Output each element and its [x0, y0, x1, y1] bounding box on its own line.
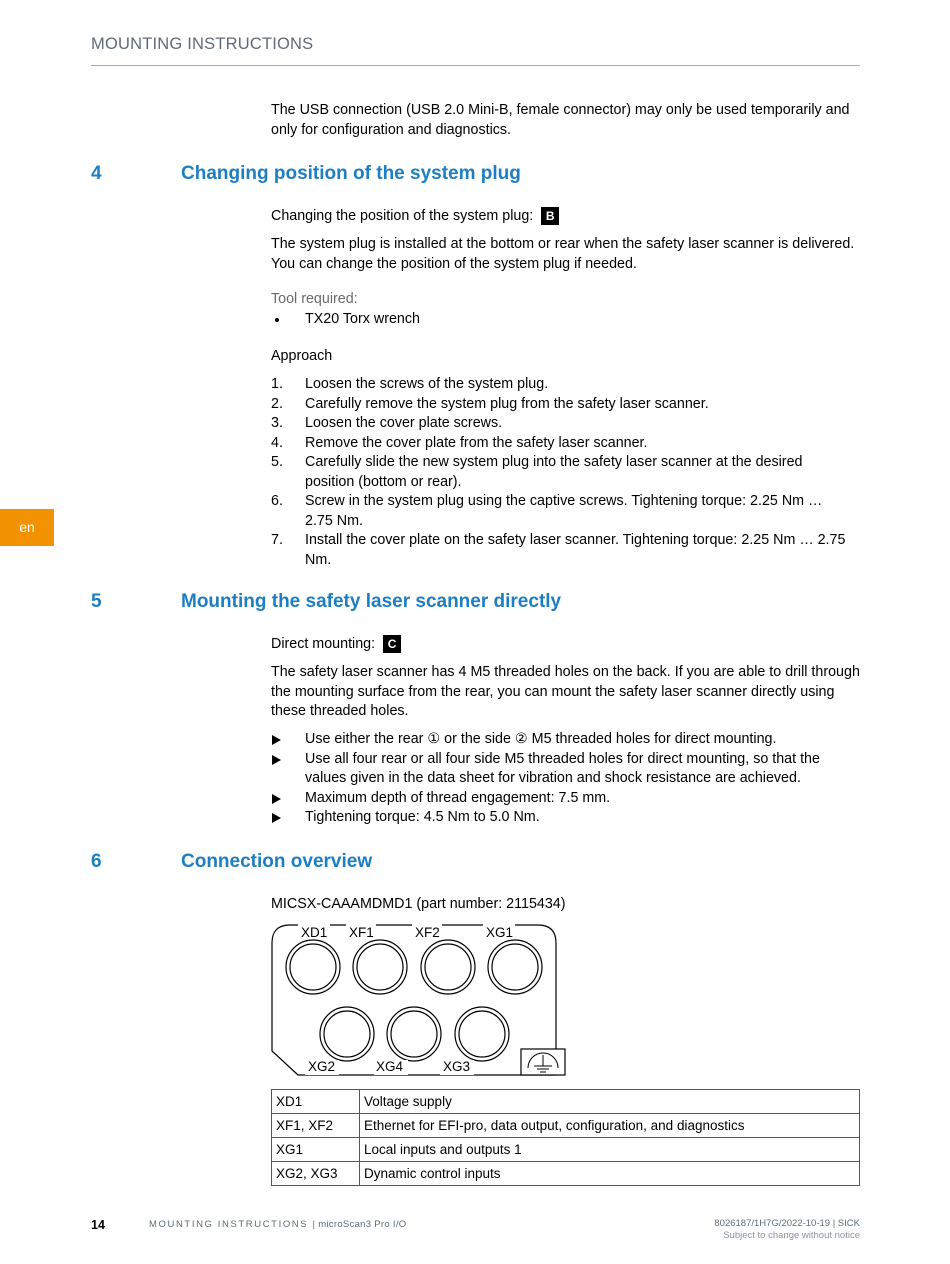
- label-xg3: XG3: [443, 1059, 471, 1074]
- footer-product: microScan3 Pro I/O: [318, 1219, 407, 1230]
- footer-doc-id: 8026187/1H7G/2022-10-19 | SICK: [714, 1218, 860, 1229]
- device-outline: [272, 925, 556, 1075]
- connector-xg4-outer: [387, 1007, 441, 1061]
- tool-required-label: Tool required:: [271, 291, 358, 307]
- label-xg1: XG1: [486, 925, 514, 940]
- mounting-bullets: [271, 730, 861, 828]
- page-number: 14: [91, 1218, 105, 1232]
- connector-xg3-outer: [455, 1007, 509, 1061]
- tool-list: [271, 310, 861, 330]
- section-4-figure-ref: [271, 207, 861, 227]
- label-xg4: XG4: [376, 1059, 404, 1074]
- language-tab: en: [0, 509, 54, 546]
- figure-ref-text: Direct mounting:: [271, 636, 376, 652]
- connector-xg2-inner: [324, 1011, 370, 1057]
- connector-xd1-inner: [290, 944, 336, 990]
- list-item: 5. Carefully slide the new system plug into the safety laser scanner at the desired position (bottom or rear).: [271, 454, 803, 490]
- arrow-bullet-icon: [272, 794, 281, 804]
- figure-badge-b: B: [541, 207, 559, 225]
- list-item: 4. Remove the cover plate from the safety laser scanner.: [271, 434, 648, 451]
- list-item: TX20 Torx wrench: [271, 310, 861, 330]
- footer-notice: Subject to change without notice: [723, 1230, 860, 1241]
- table-row: XG2, XG3 Dynamic control inputs: [272, 1162, 860, 1186]
- header-divider: [91, 65, 860, 66]
- arrow-bullet-icon: [272, 755, 281, 765]
- label-xd1: XD1: [301, 925, 328, 940]
- approach-steps: [271, 375, 851, 570]
- list-item: 6. Screw in the system plug using the captive screws. Tightening torque: 2.25 Nm … 2.75 Nm.: [271, 493, 823, 529]
- section-5-paragraph: The safety laser scanner has 4 M5 threaded holes on the back. If you are able to drill through the mounting surface from the rear, you can mount the safety laser scanner directly using these threaded holes.: [271, 664, 860, 719]
- list-item: Use all four rear or all four side M5 threaded holes for direct mounting, so that the values given in the data sheet for vibration and shock resistance are achieved.: [271, 750, 861, 789]
- arrow-bullet-icon: [272, 735, 281, 745]
- list-item: 1. Loosen the screws of the system plug.: [271, 376, 549, 392]
- footer-doc-type: MOUNTING INSTRUCTIONS: [149, 1219, 309, 1230]
- page-header-title: MOUNTING INSTRUCTIONS: [91, 35, 314, 53]
- bullet-dot: [275, 318, 279, 322]
- device-part-number: MICSX-CAAAMDMD1 (part number: 2115434): [271, 896, 566, 912]
- figure-badge-c: C: [383, 635, 401, 653]
- figure-ref-text: Changing the position of the system plug:: [271, 208, 534, 224]
- section-4-paragraph: The system plug is installed at the bottom or rear when the safety laser scanner is delivered. You can change the position of the system plug if needed.: [271, 236, 855, 272]
- connector-diagram: [270, 923, 570, 1079]
- label-xf1: XF1: [349, 925, 374, 940]
- section-6-number: 6: [91, 851, 102, 872]
- approach-label: Approach: [271, 348, 333, 364]
- label-xg2: XG2: [308, 1059, 336, 1074]
- connector-xg1-outer: [488, 940, 542, 994]
- table-row: XG1 Local inputs and outputs 1: [272, 1138, 860, 1162]
- table-row: XD1 Voltage supply: [272, 1090, 860, 1114]
- label-xf2: XF2: [415, 925, 440, 940]
- connector-xg2-outer: [320, 1007, 374, 1061]
- connector-xf1-inner: [357, 944, 403, 990]
- footer-doc-info: MOUNTING INSTRUCTIONS | microScan3 Pro I/O: [149, 1219, 407, 1230]
- connector-xg1-inner: [492, 944, 538, 990]
- connection-table: [271, 1089, 860, 1186]
- list-item: Tightening torque: 4.5 Nm to 5.0 Nm.: [271, 808, 861, 828]
- arrow-bullet-icon: [272, 813, 281, 823]
- section-5-figure-ref: [271, 635, 861, 655]
- connector-xf1-outer: [353, 940, 407, 994]
- section-4-number: 4: [91, 163, 102, 184]
- list-item: Use either the rear ① or the side ② M5 threaded holes for direct mounting.: [271, 730, 861, 750]
- section-4-title: Changing position of the system plug: [181, 163, 521, 184]
- list-item: 3. Loosen the cover plate screws.: [271, 415, 503, 431]
- table-row: XF1, XF2 Ethernet for EFI-pro, data output, configuration, and diagnostics: [272, 1114, 860, 1138]
- footer-right: [714, 1218, 860, 1242]
- connector-xg4-inner: [391, 1011, 437, 1057]
- list-item: 7. Install the cover plate on the safety laser scanner. Tightening torque: 2.25 Nm … 2.75 Nm.: [271, 532, 846, 568]
- section-5-title: Mounting the safety laser scanner directly: [181, 591, 562, 612]
- connector-xf2-outer: [421, 940, 475, 994]
- section-6-title: Connection overview: [181, 851, 373, 872]
- section-5-number: 5: [91, 591, 102, 612]
- ground-icon: [521, 1049, 565, 1075]
- intro-paragraph: The USB connection (USB 2.0 Mini-B, female connector) may only be used temporarily and only for configuration and diagnostics.: [271, 102, 850, 138]
- list-item: Maximum depth of thread engagement: 7.5 mm.: [271, 789, 861, 809]
- connector-xf2-inner: [425, 944, 471, 990]
- list-item: 2. Carefully remove the system plug from the safety laser scanner.: [271, 395, 709, 412]
- connector-xd1-outer: [286, 940, 340, 994]
- connector-xg3-inner: [459, 1011, 505, 1057]
